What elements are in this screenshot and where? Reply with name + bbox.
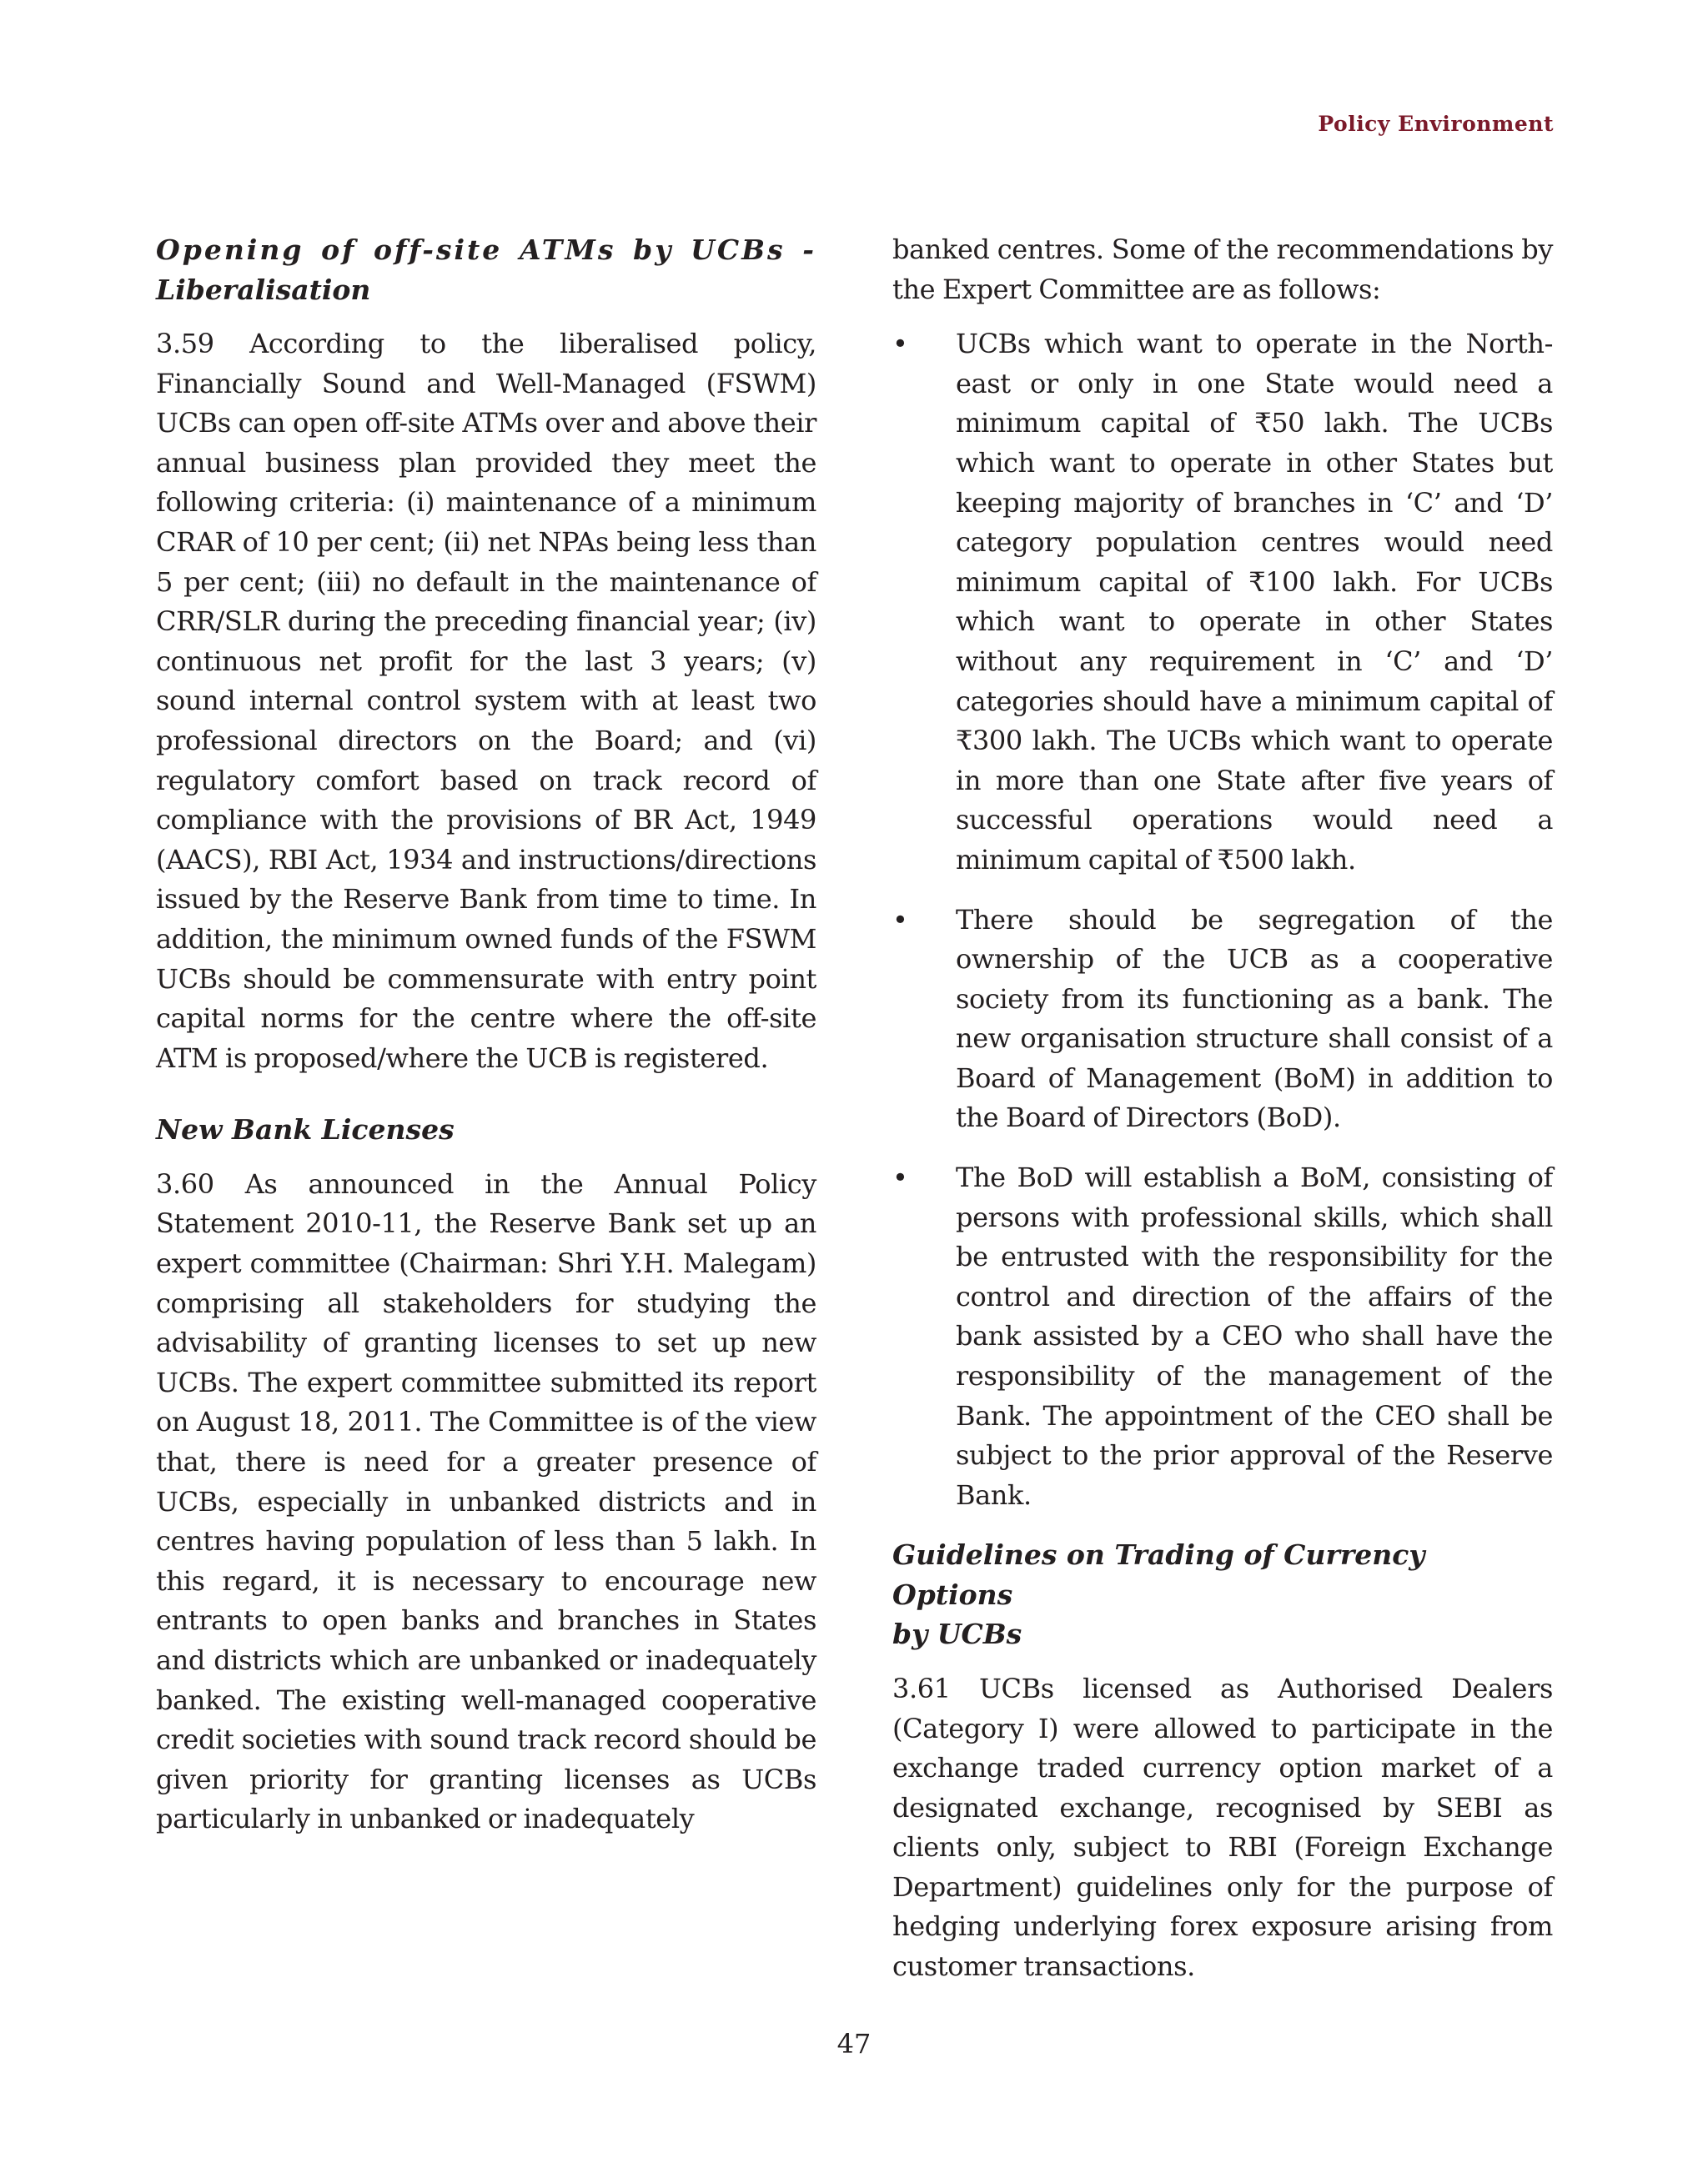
list-item-text: UCBs which want to operate in the North-east or only in one State would need a minimum capital of ₹50 lakh. The UCBs which want to operate in other States but keeping majority of branches in ‘C’ and ‘D’ category population centres would need minimum capital of ₹100 lakh. For UCBs which want to operate in other States without any requirement in ‘C’ and ‘D’ categories should have a minimum capital of ₹300 lakh. The UCBs which want to operate in more than one State after five years of successful operations would need a minimum capital of ₹500 lakh. <box>956 328 1553 876</box>
heading-line: by UCBs <box>892 1618 1022 1651</box>
heading-line: Opening of off-site ATMs by UCBs - <box>156 233 816 266</box>
recommendations-list <box>892 324 1553 1515</box>
bullet-icon: • <box>892 1162 908 1194</box>
page-number: 47 <box>836 2028 872 2060</box>
right-column <box>892 230 1553 1987</box>
list-item <box>892 1158 1553 1515</box>
list-item-text: The BoD will establish a BoM, consisting of persons with professional skills, which shall be entrusted with the responsibility for the control and direction of the affairs of the bank assisted by a CEO who shall have the responsibility of the management of the Bank. The appointment of the CEO shall be subject to the prior approval of the Reserve Bank. <box>956 1162 1553 1511</box>
section-heading-currency-options <box>892 1535 1553 1654</box>
list-item <box>892 324 1553 880</box>
list-item <box>892 901 1553 1139</box>
section-heading-new-bank-licenses: New Bank Licenses <box>156 1113 455 1147</box>
paragraph-3-60: 3.60 As announced in the Annual Policy Statement 2010-11, the Reserve Bank set up an expert committee (Chairman: Shri Y.H. Malegam) comprising all stakeholders for studying the advisability of granting licenses to set up new UCBs. The expert committee submitted its report on August 18, 2011. The Committee is of the view that, there is need for a greater presence of UCBs, especially in unbanked districts and in centres having population of less than 5 lakh. In this regard, it is necessary to encourage new entrants to open banks and branches in States and districts which are unbanked or inadequately banked. The existing well-managed cooperative credit societies with sound track record should be given priority for granting licenses as UCBs particularly in unbanked or inadequately <box>156 1167 816 1835</box>
running-header: Policy Environment <box>1318 112 1554 136</box>
list-item-text: There should be segregation of the ownership of the UCB as a cooperative society from its functioning as a bank. The new organisation structure shall consist of a Board of Management (BoM) in addition to the Board of Directors (BoD). <box>956 903 1553 1134</box>
section-heading-offsite-atms <box>156 230 816 309</box>
paragraph-continuation: banked centres. Some of the recommendations by the Expert Committee are as follows: <box>892 233 1553 305</box>
heading-line: Guidelines on Trading of Currency Options <box>892 1538 1425 1611</box>
heading-line: Liberalisation <box>156 273 371 306</box>
bullet-icon: • <box>892 903 908 936</box>
bullet-icon: • <box>892 328 908 360</box>
paragraph-3-61: 3.61 UCBs licensed as Authorised Dealers (Category I) were allowed to participate in the exchange traded currency option market of a designated exchange, recognised by SEBI as clients only, subject to RBI (Foreign Exchange Department) guidelines only for the purpose of hedging underlying forex exposure arising from customer transactions. <box>892 1672 1553 1983</box>
paragraph-3-59: 3.59 According to the liberalised policy, Financially Sound and Well-Managed (FSWM) UCBs can open off-site ATMs over and above their annual business plan provided they meet the following criteria: (i) maintenance of a minimum CRAR of 10 per cent; (ii) net NPAs being less than 5 per cent; (iii) no default in the maintenance of CRR/SLR during the preceding financial year; (iv) continuous net profit for the last 3 years; (v) sound internal control system with at least two professional directors on the Board; and (vi) regulatory comfort based on track record of compliance with the provisions of BR Act, 1949 (AACS), RBI Act, 1934 and instructions/directions issued by the Reserve Bank from time to time. In addition, the minimum owned funds of the FSWM UCBs should be commensurate with entry point capital norms for the centre where the off-site ATM is proposed/where the UCB is registered. <box>156 328 816 1074</box>
left-column <box>156 230 816 1839</box>
